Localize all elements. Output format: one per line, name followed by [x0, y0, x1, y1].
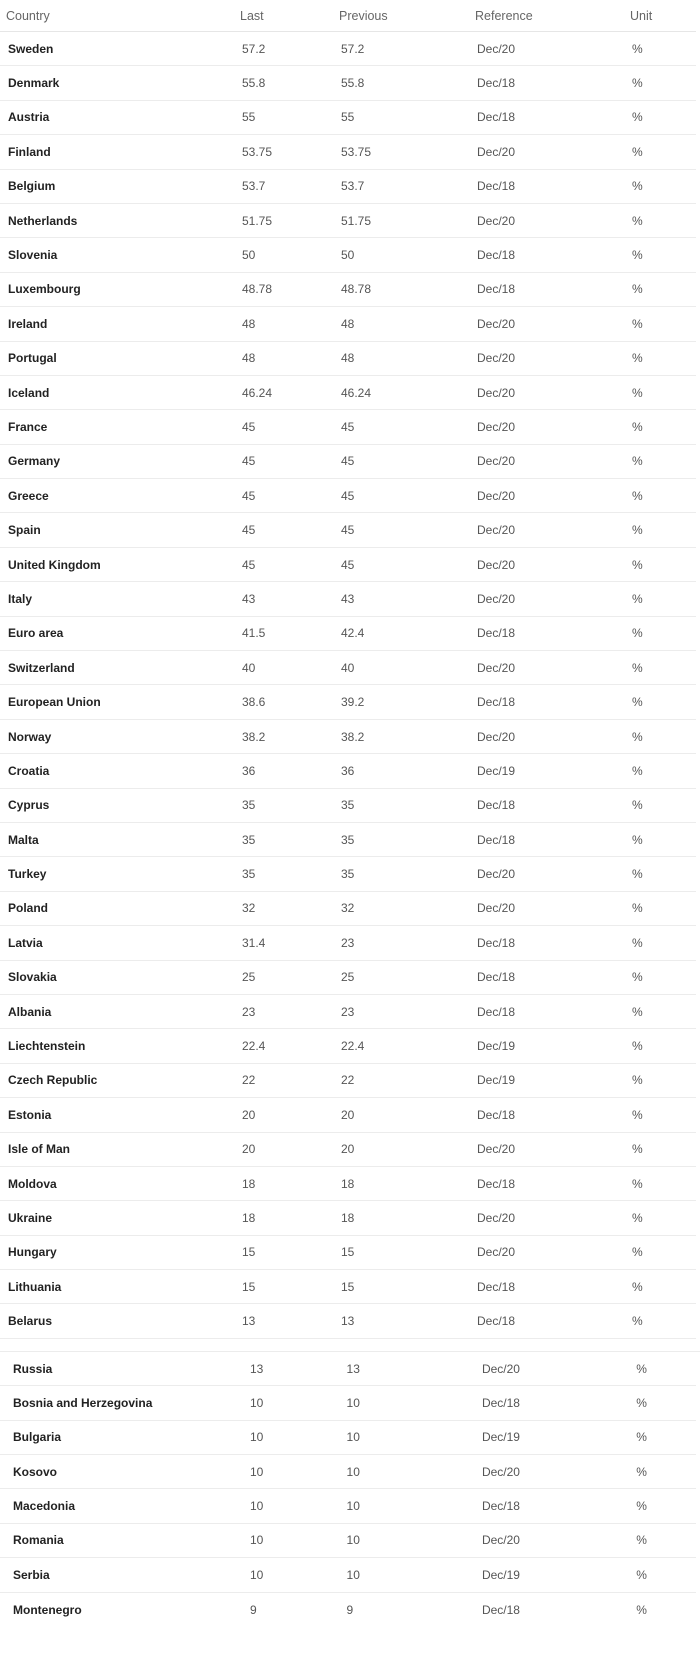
reference-date: Dec/18: [477, 110, 516, 125]
unit-label: %: [632, 1142, 643, 1157]
last-value: 43: [242, 591, 256, 606]
previous-value: 10: [346, 1395, 360, 1410]
previous-value: 51.75: [341, 213, 372, 228]
unit-label: %: [632, 1210, 643, 1225]
reference-date: Dec/20: [477, 1142, 516, 1157]
table-row: [0, 1029, 696, 1063]
country-link[interactable]: Moldova: [8, 1176, 57, 1191]
last-value: 38.6: [242, 695, 266, 710]
last-value: 50: [242, 248, 256, 263]
previous-value: 20: [341, 1107, 355, 1122]
unit-label: %: [632, 867, 643, 882]
country-link[interactable]: Ireland: [8, 316, 48, 331]
reference-date: Dec/20: [477, 385, 516, 400]
country-link[interactable]: Euro area: [8, 626, 64, 641]
unit-label: %: [636, 1361, 647, 1376]
last-value: 57.2: [242, 41, 266, 56]
previous-value: 10: [346, 1464, 360, 1479]
reference-date: Dec/18: [477, 282, 516, 297]
last-value: 32: [242, 901, 256, 916]
previous-value: 40: [341, 660, 355, 675]
country-link[interactable]: Slovenia: [8, 248, 58, 263]
reference-date: Dec/20: [477, 1210, 516, 1225]
reference-date: Dec/18: [477, 626, 516, 641]
table-row: [0, 32, 696, 66]
unit-label: %: [632, 970, 643, 985]
previous-value: 10: [346, 1533, 360, 1548]
previous-value: 32: [341, 901, 355, 916]
table-row: [0, 238, 696, 272]
table-row: [0, 1421, 696, 1455]
table-row: [0, 445, 696, 479]
table-row: [0, 479, 696, 513]
unit-label: %: [632, 213, 643, 228]
unit-label: %: [636, 1464, 647, 1479]
last-value: 51.75: [242, 213, 273, 228]
table-row: [0, 1133, 696, 1167]
country-link[interactable]: Czech Republic: [8, 1073, 98, 1088]
table-row: [0, 513, 696, 547]
unit-label: %: [632, 695, 643, 710]
last-value: 53.75: [242, 144, 273, 159]
reference-date: Dec/20: [477, 1245, 516, 1260]
last-value: 15: [242, 1245, 256, 1260]
country-link[interactable]: Sweden: [8, 41, 54, 56]
reference-date: Dec/20: [477, 144, 516, 159]
last-value: 18: [242, 1210, 256, 1225]
last-value: 10: [249, 1430, 264, 1445]
unit-label: %: [632, 1039, 643, 1054]
country-link[interactable]: France: [8, 419, 48, 434]
table-body: [0, 32, 696, 1339]
last-value: 48: [242, 316, 256, 331]
table-row: [0, 1098, 696, 1132]
table-row: [0, 1352, 696, 1386]
country-link[interactable]: Kosovo: [13, 1464, 58, 1479]
last-value: 41.5: [242, 626, 266, 641]
country-link[interactable]: Germany: [8, 454, 61, 469]
table-row: [0, 1386, 696, 1420]
reference-date: Dec/18: [477, 832, 516, 847]
table-row: [0, 789, 696, 823]
country-link[interactable]: Greece: [8, 488, 49, 503]
country-link[interactable]: Switzerland: [8, 660, 75, 675]
last-value: 48: [242, 351, 256, 366]
unit-label: %: [632, 557, 643, 572]
previous-value: 18: [341, 1176, 355, 1191]
table-body-continued: [0, 1352, 696, 1627]
previous-value: 55.8: [341, 76, 365, 91]
country-link[interactable]: Romania: [13, 1533, 64, 1548]
country-link[interactable]: Poland: [8, 901, 49, 916]
reference-date: Dec/18: [477, 1314, 516, 1329]
reference-date: Dec/18: [477, 1004, 516, 1019]
reference-date: Dec/20: [477, 867, 516, 882]
previous-value: 35: [341, 832, 355, 847]
reference-date: Dec/20: [477, 454, 516, 469]
country-link[interactable]: Hungary: [8, 1245, 57, 1260]
previous-value: 46.24: [341, 385, 372, 400]
header-unit[interactable]: Unit: [630, 8, 653, 23]
unit-label: %: [632, 316, 643, 331]
table-row: [0, 548, 696, 582]
unit-label: %: [632, 832, 643, 847]
previous-value: 45: [341, 557, 355, 572]
country-link[interactable]: United Kingdom: [8, 557, 101, 572]
reference-date: Dec/20: [477, 591, 516, 606]
reference-date: Dec/18: [477, 179, 516, 194]
table-row: [0, 273, 696, 307]
country-link[interactable]: Ukraine: [8, 1210, 53, 1225]
table-row: [0, 651, 696, 685]
previous-value: 22: [341, 1073, 355, 1088]
country-link[interactable]: Luxembourg: [8, 282, 81, 297]
reference-date: Dec/19: [477, 763, 516, 778]
previous-value: 15: [341, 1245, 355, 1260]
last-value: 18: [242, 1176, 256, 1191]
country-link[interactable]: European Union: [8, 695, 101, 710]
last-value: 48.78: [242, 282, 273, 297]
unit-label: %: [636, 1499, 647, 1514]
previous-value: 48.78: [341, 282, 372, 297]
unit-label: %: [632, 763, 643, 778]
previous-value: 13: [346, 1361, 360, 1376]
country-link[interactable]: Bulgaria: [13, 1430, 62, 1445]
last-value: 38.2: [242, 729, 266, 744]
previous-value: 43: [341, 591, 355, 606]
country-link[interactable]: Serbia: [13, 1567, 50, 1582]
last-value: 13: [249, 1361, 264, 1376]
table-row: [0, 1304, 696, 1338]
previous-value: 15: [341, 1279, 355, 1294]
previous-value: 10: [346, 1430, 360, 1445]
previous-value: 38.2: [341, 729, 365, 744]
table-header: [0, 0, 696, 32]
previous-value: 53.75: [341, 144, 372, 159]
table-row: [0, 1270, 696, 1304]
header-country[interactable]: Country: [6, 8, 50, 23]
country-link[interactable]: Lithuania: [8, 1279, 62, 1294]
reference-date: Dec/19: [481, 1567, 520, 1582]
unit-label: %: [632, 454, 643, 469]
table-row: [0, 857, 696, 891]
unit-label: %: [632, 1004, 643, 1019]
last-value: 46.24: [242, 385, 273, 400]
reference-date: Dec/20: [477, 351, 516, 366]
table-row: [0, 1489, 696, 1523]
last-value: 10: [249, 1464, 264, 1479]
unit-label: %: [632, 144, 643, 159]
reference-date: Dec/20: [477, 660, 516, 675]
last-value: 55: [242, 110, 256, 125]
country-link[interactable]: Denmark: [8, 76, 60, 91]
unit-label: %: [632, 591, 643, 606]
reference-date: Dec/20: [477, 213, 516, 228]
previous-value: 10: [346, 1567, 360, 1582]
previous-value: 25: [341, 970, 355, 985]
reference-date: Dec/18: [477, 970, 516, 985]
table-row: [0, 307, 696, 341]
country-link[interactable]: Italy: [8, 591, 33, 606]
table-row: [0, 754, 696, 788]
table-row: [0, 1201, 696, 1235]
table-row: [0, 1167, 696, 1201]
country-link[interactable]: Turkey: [8, 867, 47, 882]
unit-label: %: [632, 110, 643, 125]
table-row: [0, 101, 696, 135]
table-row: [0, 170, 696, 204]
last-value: 55.8: [242, 76, 266, 91]
table-row: [0, 961, 696, 995]
header-last[interactable]: Last: [240, 8, 264, 23]
previous-value: 48: [341, 316, 355, 331]
table-row: [0, 685, 696, 719]
unit-label: %: [632, 282, 643, 297]
reference-date: Dec/18: [477, 1107, 516, 1122]
unit-label: %: [632, 626, 643, 641]
unit-label: %: [636, 1430, 647, 1445]
table-row: [0, 342, 696, 376]
country-link[interactable]: Russia: [13, 1361, 53, 1376]
country-link[interactable]: Liechtenstein: [8, 1039, 86, 1054]
previous-value: 20: [341, 1142, 355, 1157]
previous-value: 35: [341, 867, 355, 882]
previous-value: 10: [346, 1499, 360, 1514]
last-value: 10: [249, 1567, 264, 1582]
last-value: 22: [242, 1073, 256, 1088]
unit-label: %: [632, 798, 643, 813]
unit-label: %: [632, 523, 643, 538]
header-reference[interactable]: Reference: [475, 8, 533, 23]
last-value: 10: [249, 1395, 264, 1410]
table-row: [0, 135, 696, 169]
tax-rate-table-continued: [0, 1352, 696, 1627]
reference-date: Dec/19: [477, 1073, 516, 1088]
reference-date: Dec/19: [477, 1039, 516, 1054]
previous-value: 45: [341, 454, 355, 469]
table-row: [0, 823, 696, 857]
reference-date: Dec/18: [477, 695, 516, 710]
last-value: 45: [242, 419, 256, 434]
header-previous[interactable]: Previous: [339, 8, 388, 23]
last-value: 45: [242, 557, 256, 572]
last-value: 45: [242, 488, 256, 503]
unit-label: %: [632, 1245, 643, 1260]
reference-date: Dec/20: [477, 901, 516, 916]
last-value: 9: [249, 1602, 257, 1617]
previous-value: 45: [341, 523, 355, 538]
unit-label: %: [632, 1314, 643, 1329]
unit-label: %: [632, 1176, 643, 1191]
previous-value: 23: [341, 1004, 355, 1019]
unit-label: %: [636, 1602, 647, 1617]
country-link[interactable]: Malta: [8, 832, 39, 847]
reference-date: Dec/18: [481, 1499, 520, 1514]
table-row: [0, 995, 696, 1029]
table-row: [0, 1064, 696, 1098]
country-link[interactable]: Croatia: [8, 763, 50, 778]
last-value: 20: [242, 1142, 256, 1157]
previous-value: 13: [341, 1314, 355, 1329]
last-value: 10: [249, 1499, 264, 1514]
table-row: [0, 1236, 696, 1270]
previous-value: 45: [341, 419, 355, 434]
table-row: [0, 1524, 696, 1558]
table-row: [0, 926, 696, 960]
reference-date: Dec/18: [477, 935, 516, 950]
table-row: [0, 617, 696, 651]
country-link[interactable]: Portugal: [8, 351, 57, 366]
country-link[interactable]: Bosnia and Herzegovina: [13, 1395, 153, 1410]
last-value: 22.4: [242, 1039, 266, 1054]
unit-label: %: [632, 419, 643, 434]
table-row: [0, 376, 696, 410]
country-link[interactable]: Slovakia: [8, 970, 57, 985]
country-link[interactable]: Estonia: [8, 1107, 52, 1122]
country-link[interactable]: Norway: [8, 729, 52, 744]
previous-value: 18: [341, 1210, 355, 1225]
last-value: 45: [242, 523, 256, 538]
previous-value: 45: [341, 488, 355, 503]
country-link[interactable]: Albania: [8, 1004, 52, 1019]
last-value: 53.7: [242, 179, 266, 194]
country-link[interactable]: Belarus: [8, 1314, 53, 1329]
table-row: [0, 66, 696, 100]
reference-date: Dec/20: [477, 316, 516, 331]
last-value: 40: [242, 660, 256, 675]
unit-label: %: [636, 1567, 647, 1582]
reference-date: Dec/20: [477, 557, 516, 572]
country-link[interactable]: Finland: [8, 144, 51, 159]
unit-label: %: [632, 41, 643, 56]
unit-label: %: [632, 1073, 643, 1088]
country-link[interactable]: Spain: [8, 523, 41, 538]
last-value: 45: [242, 454, 256, 469]
last-value: 23: [242, 1004, 256, 1019]
reference-date: Dec/18: [477, 798, 516, 813]
reference-date: Dec/20: [481, 1464, 520, 1479]
reference-date: Dec/20: [477, 419, 516, 434]
unit-label: %: [632, 1279, 643, 1294]
reference-date: Dec/18: [481, 1602, 520, 1617]
reference-date: Dec/20: [477, 488, 516, 503]
previous-value: 36: [341, 763, 355, 778]
reference-date: Dec/18: [477, 1279, 516, 1294]
previous-value: 42.4: [341, 626, 365, 641]
last-value: 35: [242, 798, 256, 813]
unit-label: %: [632, 488, 643, 503]
last-value: 35: [242, 832, 256, 847]
previous-value: 55: [341, 110, 355, 125]
table-row: [0, 1593, 696, 1627]
previous-value: 53.7: [341, 179, 365, 194]
last-value: 36: [242, 763, 256, 778]
table-row: [0, 720, 696, 754]
last-value: 13: [242, 1314, 256, 1329]
table-row: [0, 582, 696, 616]
previous-value: 9: [346, 1602, 354, 1617]
unit-label: %: [632, 351, 643, 366]
previous-value: 48: [341, 351, 355, 366]
unit-label: %: [632, 179, 643, 194]
reference-date: Dec/20: [481, 1533, 520, 1548]
country-link[interactable]: Latvia: [8, 935, 43, 950]
table-row: [0, 1455, 696, 1489]
reference-date: Dec/18: [477, 248, 516, 263]
last-value: 35: [242, 867, 256, 882]
last-value: 10: [249, 1533, 264, 1548]
reference-date: Dec/20: [477, 41, 516, 56]
previous-value: 22.4: [341, 1039, 365, 1054]
previous-value: 23: [341, 935, 355, 950]
table-row: [0, 1558, 696, 1592]
reference-date: Dec/18: [481, 1395, 520, 1410]
unit-label: %: [636, 1533, 647, 1548]
country-link[interactable]: Belgium: [8, 179, 56, 194]
last-value: 31.4: [242, 935, 266, 950]
reference-date: Dec/20: [481, 1361, 520, 1376]
country-link[interactable]: Netherlands: [8, 213, 78, 228]
table-row: [0, 410, 696, 444]
country-link[interactable]: Macedonia: [13, 1499, 76, 1514]
unit-label: %: [636, 1395, 647, 1410]
table-row: [0, 204, 696, 238]
table-row: [0, 892, 696, 926]
unit-label: %: [632, 248, 643, 263]
previous-value: 35: [341, 798, 355, 813]
last-value: 15: [242, 1279, 256, 1294]
country-link[interactable]: Iceland: [8, 385, 50, 400]
reference-date: Dec/18: [477, 76, 516, 91]
country-link[interactable]: Cyprus: [8, 798, 50, 813]
reference-date: Dec/20: [477, 523, 516, 538]
last-value: 20: [242, 1107, 256, 1122]
unit-label: %: [632, 385, 643, 400]
last-value: 25: [242, 970, 256, 985]
reference-date: Dec/18: [477, 1176, 516, 1191]
unit-label: %: [632, 660, 643, 675]
unit-label: %: [632, 901, 643, 916]
unit-label: %: [632, 935, 643, 950]
country-link[interactable]: Montenegro: [13, 1602, 82, 1617]
country-link[interactable]: Isle of Man: [8, 1142, 71, 1157]
previous-value: 57.2: [341, 41, 365, 56]
reference-date: Dec/20: [477, 729, 516, 744]
previous-value: 50: [341, 248, 355, 263]
previous-value: 39.2: [341, 695, 365, 710]
table-gap: [0, 1339, 700, 1352]
country-link[interactable]: Austria: [8, 110, 50, 125]
unit-label: %: [632, 76, 643, 91]
unit-label: %: [632, 1107, 643, 1122]
unit-label: %: [632, 729, 643, 744]
reference-date: Dec/19: [481, 1430, 520, 1445]
